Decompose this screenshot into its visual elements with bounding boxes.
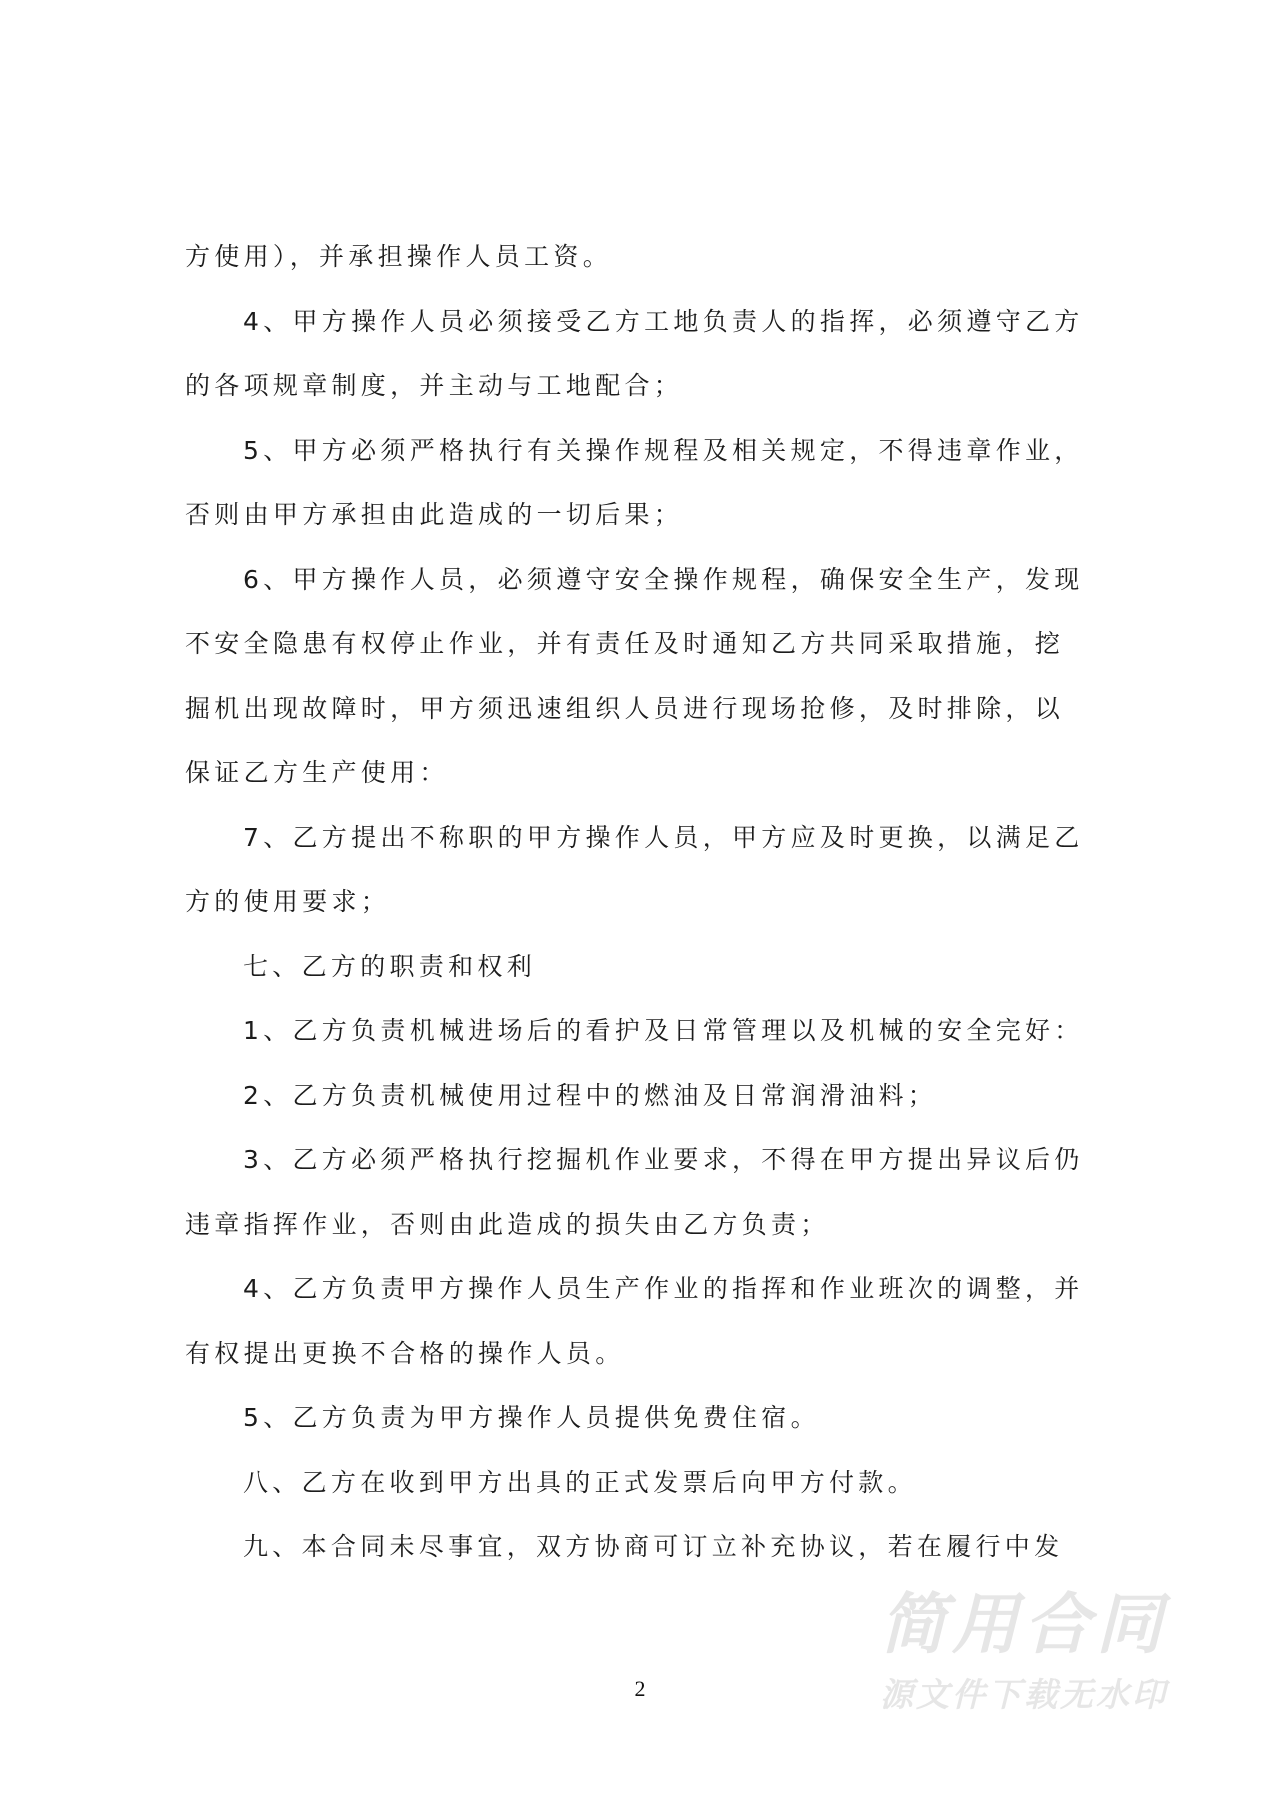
text-line-16: 违章指挥作业，否则由此造成的损失由乙方负责； (185, 1209, 830, 1239)
text-line-10: 7、乙方提出不称职的甲方操作人员，甲方应及时更换，以满足乙 (243, 822, 1084, 852)
text-line-5: 否则由甲方承担由此造成的一切后果； (185, 500, 684, 529)
text-line-17: 4、乙方负责甲方操作人员生产作业的指挥和作业班次的调整，并 (243, 1274, 1084, 1303)
section-heading-9: 九、本合同未尽事宜，双方协商可订立补充协议，若在履行中发 (243, 1532, 1064, 1561)
text-line-3: 的各项规章制度，并主动与工地配合； (185, 371, 684, 400)
watermark-subtitle: 源文件下载无水印 (880, 1675, 1168, 1714)
section-heading-7: 七、乙方的职责和权利 (243, 951, 537, 981)
text-line-15: 3、乙方必须严格执行挖掘机作业要求，不得在甲方提出异议后仍 (243, 1145, 1084, 1174)
text-line-4: 5、甲方必须严格执行有关操作规程及相关规定，不得违章作业， (243, 435, 1084, 465)
section-heading-8: 八、乙方在收到甲方出具的正式发票后向甲方付款。 (243, 1467, 917, 1497)
text-line-19: 5、乙方负责为甲方操作人员提供免费住宿。 (243, 1403, 820, 1432)
text-line-11: 方的使用要求； (185, 887, 391, 916)
text-line-8: 掘机出现故障时，甲方须迅速组织人员进行现场抢修，及时排除，以 (185, 693, 1065, 723)
text-line-14: 2、乙方负责机械使用过程中的燃油及日常润滑油料； (243, 1080, 938, 1110)
text-line-7: 不安全隐患有权停止作业，并有责任及时通知乙方共同采取措施，挖 (185, 629, 1065, 658)
text-line-9: 保证乙方生产使用： (185, 758, 449, 787)
watermark-title: 简用合同 (880, 1586, 1168, 1663)
text-line-13: 1、乙方负责机械进场后的看护及日常管理以及机械的安全完好： (243, 1016, 1084, 1045)
text-line-18: 有权提出更换不合格的操作人员。 (185, 1338, 625, 1368)
text-line-2: 4、甲方操作人员必须接受乙方工地负责人的指挥，必须遵守乙方 (243, 306, 1084, 336)
text-line-1: 方使用），并承担操作人员工资。 (185, 242, 613, 271)
text-line-6: 6、甲方操作人员，必须遵守安全操作规程，确保安全生产，发现 (243, 564, 1084, 594)
document-body (185, 225, 1105, 1580)
page-number: 2 (634, 1676, 646, 1701)
